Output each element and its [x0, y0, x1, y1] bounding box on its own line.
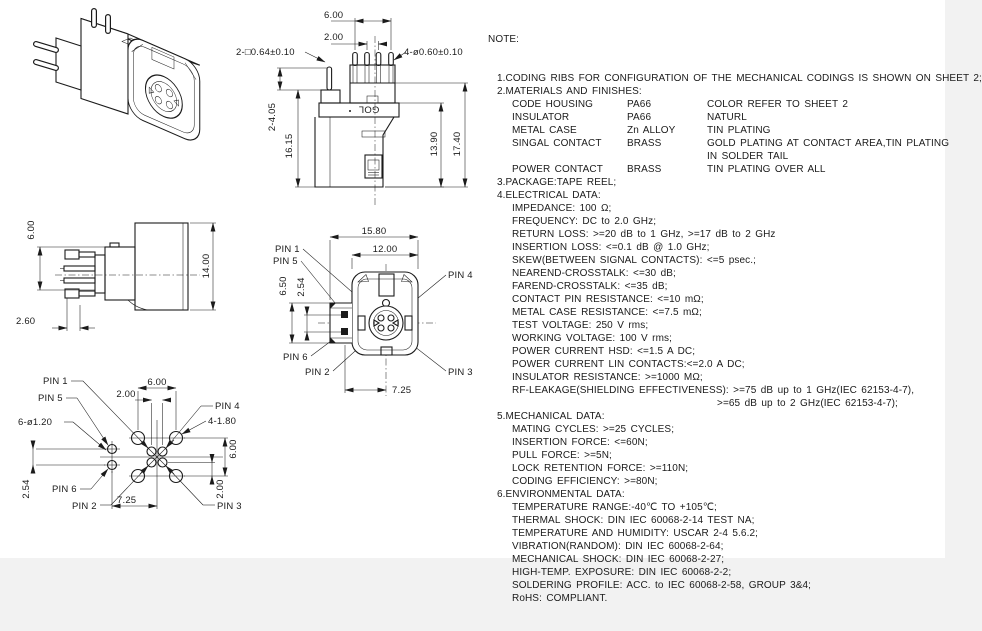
pin-label: PIN 5 [273, 256, 298, 267]
dimension-label: 4-1.80 [208, 416, 237, 427]
dimension-label: 13.90 [429, 131, 440, 157]
note-title: NOTE: [488, 34, 520, 45]
pin-label: PIN 1 [275, 244, 300, 255]
dimension-label: 2.00 [215, 479, 226, 499]
dimension-label: 12.00 [372, 244, 398, 255]
elevation-dimensions [236, 10, 468, 187]
pin-label: PIN 3 [217, 501, 242, 512]
dimension-label: 6-ø1.20 [18, 417, 53, 428]
note-line: IN SOLDER TAIL [707, 151, 789, 162]
note-line: POWER CONTACT BRASS TIN PLATING OVER ALL [512, 164, 826, 175]
note-line: IMPEDANCE: 100 Ω; [512, 203, 612, 214]
note-line: RoHS: COMPLIANT. [512, 593, 608, 604]
iso-front-face [128, 34, 200, 145]
dimension-label: 17.40 [452, 131, 463, 157]
dimension-label: 16.15 [284, 133, 295, 159]
pin-label: PIN 5 [38, 393, 63, 404]
pin-label: PIN 6 [283, 352, 308, 363]
dimension-label: 4-ø0.60±0.10 [404, 47, 463, 58]
note-line: 6.ENVIRONMENTAL DATA: [497, 489, 625, 500]
dimension-label: 6.00 [147, 377, 167, 388]
note-line: SINGAL CONTACT BRASS GOLD PLATING AT CONTACT AREA,TIN PLATING [512, 138, 950, 149]
dimension-label: 7.25 [117, 495, 137, 506]
brand-logo: GOL [358, 103, 380, 115]
dimension-label: 6.00 [26, 220, 37, 240]
side-outline [60, 223, 188, 310]
solder-tab-window [365, 155, 382, 178]
note-line: SOLDERING PROFILE: ACC. to IEC 60068-2-58, GROUP 3&4; [512, 580, 812, 591]
pin-label: PIN 6 [52, 484, 77, 495]
note-line: >=65 dB up to 2 GHz(IEC 62153-4-7); [717, 398, 898, 409]
note-line: WORKING VOLTAGE: 100 V rms; [512, 333, 673, 344]
square-power-pin [327, 67, 332, 90]
note-line: LOCK RETENTION FORCE: >=110N; [512, 463, 689, 474]
note-line: METAL CASE Zn ALLOY TIN PLATING [512, 125, 771, 136]
note-line: SKEW(BETWEEN SIGNAL CONTACTS): <=5 psec.; [512, 255, 757, 266]
dimension-label: 2.54 [296, 277, 307, 297]
dimension-label: 2.60 [16, 316, 36, 327]
note-line: INSULATOR PA66 NATURL [512, 112, 747, 123]
dimension-label: 2.00 [324, 32, 344, 43]
note-line: RETURN LOSS: >=20 dB to 1 GHz, >=17 dB to 2 GHz [512, 229, 776, 240]
note-line: FAREND-CROSSTALK: <=35 dB; [512, 281, 668, 292]
pin-label: PIN 4 [448, 270, 473, 281]
pin-label: PIN 3 [448, 367, 473, 378]
note-line: POWER CURRENT LIN CONTACTS:<=2.0 A DC; [512, 359, 745, 370]
note-line: VIBRATION(RANDOM): DIN IEC 60068-2-64; [512, 541, 724, 552]
dimension-label: 6.00 [324, 10, 344, 21]
dimension-label: 6.50 [278, 276, 289, 296]
note-line: INSERTION FORCE: <=60N; [512, 437, 648, 448]
note-line: 2.MATERIALS AND FINISHES: [497, 86, 642, 97]
note-line: PULL FORCE: >=5N; [512, 450, 612, 461]
note-line: METAL CASE RESISTANCE: <=7.5 mΩ; [512, 307, 702, 318]
power-contact [341, 311, 348, 318]
dimension-label: 14.00 [201, 253, 212, 279]
footprint-leaders [64, 381, 215, 505]
side-dimensions [16, 220, 216, 331]
elevation-view [228, 0, 480, 215]
note-line: 3.PACKAGE:TAPE REEL; [497, 177, 617, 188]
note-line: POWER CURRENT HSD: <=1.5 A DC; [512, 346, 696, 357]
pin-label: PIN 2 [305, 367, 330, 378]
dimension-label: 2-□0.64±0.10 [236, 47, 295, 58]
dimension-label: 15.80 [361, 226, 387, 237]
elevation-outline [315, 53, 399, 188]
note-line: NEAREND-CROSSTALK: <=30 dB; [512, 268, 676, 279]
note-line: CODE HOUSING PA66 COLOR REFER TO SHEET 2 [512, 99, 849, 110]
power-tab [330, 303, 352, 343]
pin-label: PIN 4 [215, 401, 240, 412]
dimension-label: 6.00 [228, 439, 239, 459]
note-line: RF-LEAKAGE(SHIELDING EFFECTIVENESS): >=75 dB up to 1 GHz(IEC 62153-4-7), [512, 385, 915, 396]
note-line: INSERTION LOSS: <=0.1 dB @ 1.0 GHz; [512, 242, 710, 253]
note-line: 1.CODING RIBS FOR CONFIGURATION OF THE MECHANICAL CODINGS IS SHOWN ON SHEET 2; [497, 73, 982, 84]
note-line: TEST VOLTAGE: 250 V rms; [512, 320, 649, 331]
dimension-label: 2.54 [21, 479, 32, 499]
note-line: CODING EFFICIENCY: >=80N; [512, 476, 658, 487]
note-line: FREQUENCY: DC to 2.0 GHz; [512, 216, 657, 227]
side-view [0, 200, 250, 365]
note-block [486, 7, 982, 631]
pin-label: PIN 1 [43, 376, 68, 387]
note-lines [486, 72, 982, 605]
footprint-construction [100, 420, 223, 495]
note-line: MATING CYCLES: >=25 CYCLES; [512, 424, 675, 435]
power-contact [341, 328, 348, 335]
front-face-view [250, 220, 480, 410]
dimension-label: 2-4.05 [267, 102, 278, 132]
note-line: 4.ELECTRICAL DATA: [497, 190, 601, 201]
pcb-footprint-view [5, 365, 255, 555]
note-line: HIGH-TEMP. EXPOSURE: DIN IEC 60068-2-2; [512, 567, 732, 578]
note-line: 5.MECHANICAL DATA: [497, 411, 605, 422]
note-line: CONTACT PIN RESISTANCE: <=10 mΩ; [512, 294, 704, 305]
note-line: MECHANICAL SHOCK: DIN IEC 60068-2-27; [512, 554, 725, 565]
isometric-view [10, 8, 230, 203]
note-line: INSULATOR RESISTANCE: >=1000 MΩ; [512, 372, 703, 383]
note-line: THERMAL SHOCK: DIN IEC 60068-2-14 TEST NA; [512, 515, 755, 526]
pin-label: PIN 2 [72, 501, 97, 512]
dimension-label: 2.00 [116, 389, 136, 400]
note-line: TEMPERATURE AND HUMIDITY: USCAR 2-4 5.6.2; [512, 528, 759, 539]
dimension-label: 7.25 [392, 385, 412, 396]
note-line: TEMPERATURE RANGE:-40℃ TO +105℃; [512, 502, 717, 513]
